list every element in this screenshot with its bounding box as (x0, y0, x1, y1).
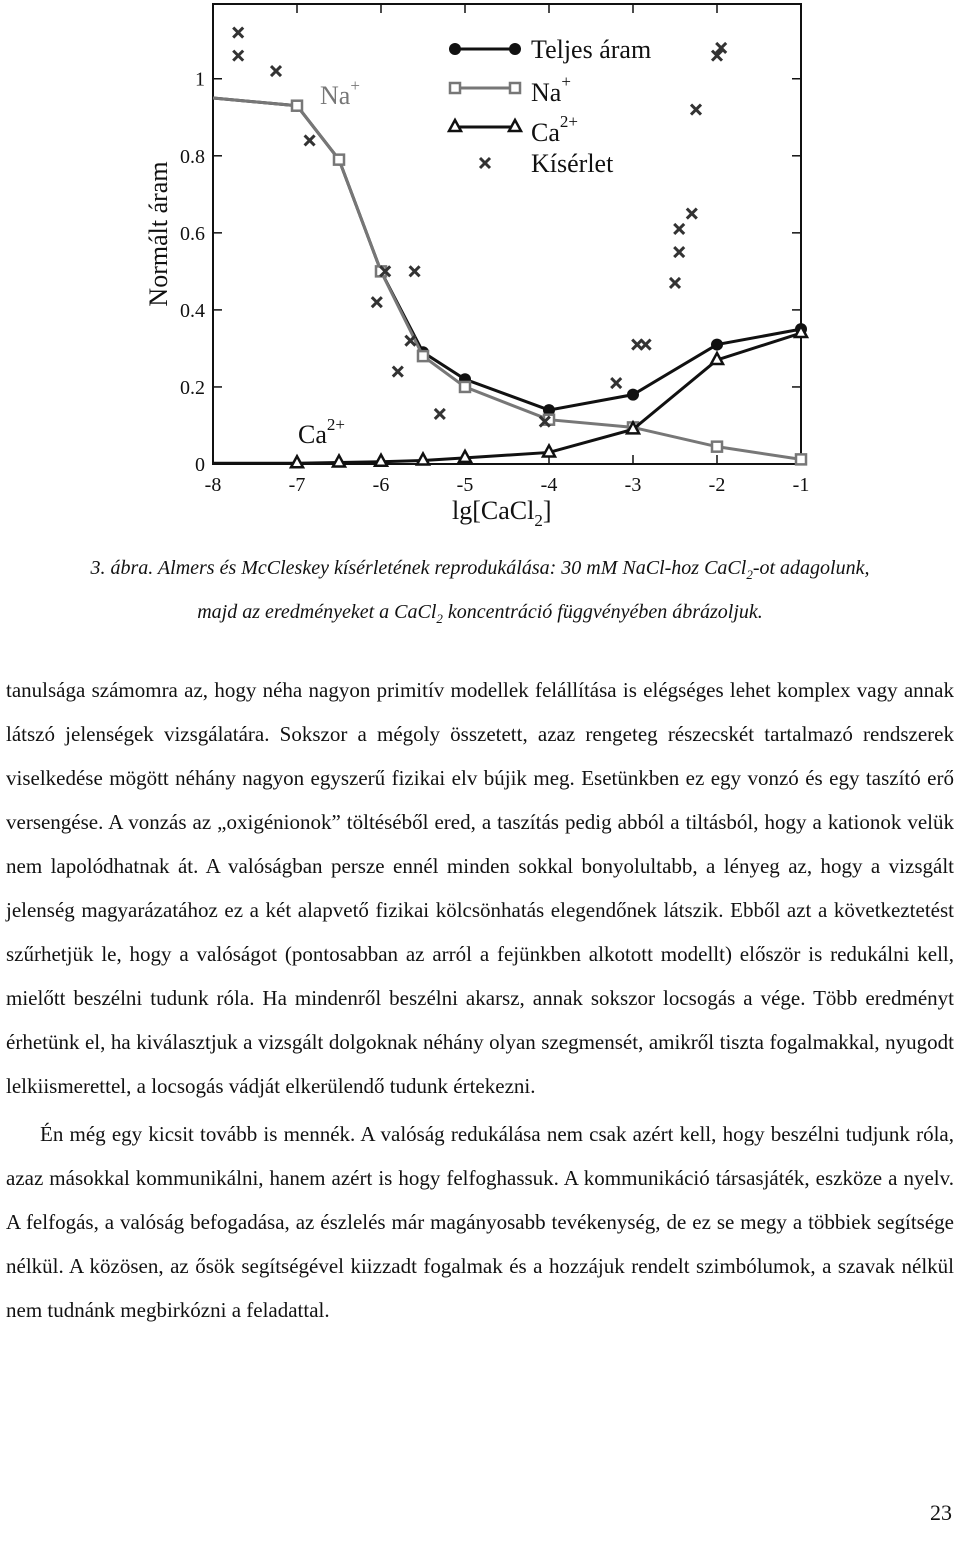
axis-tick-labels (180, 69, 809, 496)
annotation-na: Na+ (320, 76, 360, 110)
data-point (372, 297, 382, 307)
data-point (691, 105, 701, 115)
legend-x-marker (480, 158, 490, 168)
data-point (611, 378, 621, 388)
x-tick-label: -8 (204, 474, 222, 496)
legend-label-total: Teljes áram (531, 35, 652, 64)
x-tick-label: -4 (540, 474, 558, 496)
x-tick-label: -3 (624, 474, 642, 496)
data-point (674, 224, 684, 234)
y-tick-label: 0.2 (180, 376, 205, 399)
series-2 (213, 98, 806, 464)
data-point (375, 455, 387, 466)
y-tick-label: 1 (195, 68, 205, 91)
data-point (410, 266, 420, 276)
data-point (459, 451, 471, 462)
data-point (796, 454, 806, 464)
legend-entry-na (450, 72, 571, 107)
figure-caption-line-2: majd az eredményeket a CaCl$_2$ koncentráció függvényében ábrázoljuk. (197, 601, 763, 626)
legend (449, 35, 651, 178)
data-point (233, 51, 243, 61)
annotation-ca: $Ca^{2+}$ (298, 415, 345, 449)
x-tick-label: -1 (792, 474, 810, 496)
data-point (711, 353, 723, 364)
data-point (393, 367, 403, 377)
data-point (418, 351, 428, 361)
data-point (687, 209, 697, 219)
legend-entry-ca (449, 112, 578, 147)
page-number: 23 (930, 1500, 952, 1525)
legend-entry-experiment (480, 149, 614, 178)
series-line (213, 98, 801, 459)
data-point (417, 454, 429, 465)
data-point (271, 66, 281, 76)
data-point (334, 155, 344, 165)
paragraph-1: tanulsága számomra az, hogy néha nagyon primitív modellek felállítása is elégséges lehet komplex vagy annak látszó jelenségek vizsgálatára. Sokszor a mégoly összetett, azaz rengeteg részecskét tartalmazó rendszerek viselkedése mögött néhány nagyon egyszerű fizikai elv bújik meg. Esetünkben ez egy vonzó és egy taszító erő versengése. A vonzás az „oxigénionok” töltéséből ered, a taszítás pedig abból a tiltásból, hogy a kationok velük nem lapolódhatnak át. A valóságban persze ennél minden sokkal bonyolultabb, a lényeg az, hogy a vizsgált jelenség magyarázatához ez a két alapvető fizikai kölcsönhatás elegendőnek látszik. Ebből azt a következtetést szűrhetjük le, hogy a valóságot (pontosabban az arról a fejünkben alkotott modellt) először is redukálni kell, mielőtt beszélni tudunk róla. Ha mindenről beszélni akarsz, annak sokszor locsogás a vége. Több eredményt érhetünk el, ha kiválasztjuk a vizsgált dolgoknak néhány olyan szegmensét, amikről tiszta fogalmakkal, nyugodt lelkiismerettel, a locsogás vádját elkerülendő tudunk értekezni. (6, 678, 954, 1098)
x-tick-label: -7 (288, 474, 306, 496)
y-tick-label: 0.8 (180, 145, 205, 168)
x-tick-label: -2 (708, 474, 726, 496)
data-point (674, 247, 684, 257)
legend-label-experiment: Kísérlet (531, 149, 614, 178)
data-point (543, 445, 555, 456)
y-tick-label: 0 (195, 454, 205, 476)
data-point (435, 409, 445, 419)
data-point (305, 135, 315, 145)
legend-label-ca: $Ca^{2+}$ (531, 112, 578, 147)
paragraph-2: Én még egy kicsit tovább is mennék. A valóság redukálása nem csak azért kell, hogy beszélni tudjunk róla, azaz másokkal kommunikálni, hanem azért is hogy felfoghassuk. A kommunikáció társasjáték, eszköze a nyelv. A felfogás, a valóság befogadása, az észlelés már magányosabb tevékenység, de ez se megy a többiek segítsége nélkül. A közösen, az ősök segítségével kiizzadt fogalmak és a hozzájuk rendelt szimbólumok, a szavak nélkül nem tudnánk megbirkózni a feladattal. (6, 1122, 954, 1322)
y-tick-label: 0.6 (180, 222, 205, 245)
data-point (670, 278, 680, 288)
data-point (333, 455, 345, 466)
data-point (627, 389, 639, 401)
figure-chart (0, 0, 960, 530)
figure-caption-line-1: 3. ábra. Almers és McCleskey kísérletének reprodukálása: 30 mM NaCl-hoz CaCl$_2$-ot adagolunk, (90, 557, 870, 582)
data-point (233, 28, 243, 38)
data-point (292, 101, 302, 111)
series-1 (213, 98, 807, 416)
x-axis-label: lg[CaCl$_2$] (452, 496, 552, 530)
data-point (711, 339, 723, 351)
legend-entry-total (449, 35, 651, 64)
x-tick-label: -6 (372, 474, 390, 496)
data-point (291, 456, 303, 467)
y-axis-label: Normált áram (144, 161, 173, 307)
data-point (460, 382, 470, 392)
legend-label-na: Na+ (531, 72, 571, 107)
data-point (641, 340, 651, 350)
data-point (712, 442, 722, 452)
body-text (6, 668, 954, 1332)
y-tick-label: 0.4 (180, 299, 205, 322)
x-tick-label: -5 (456, 474, 474, 496)
